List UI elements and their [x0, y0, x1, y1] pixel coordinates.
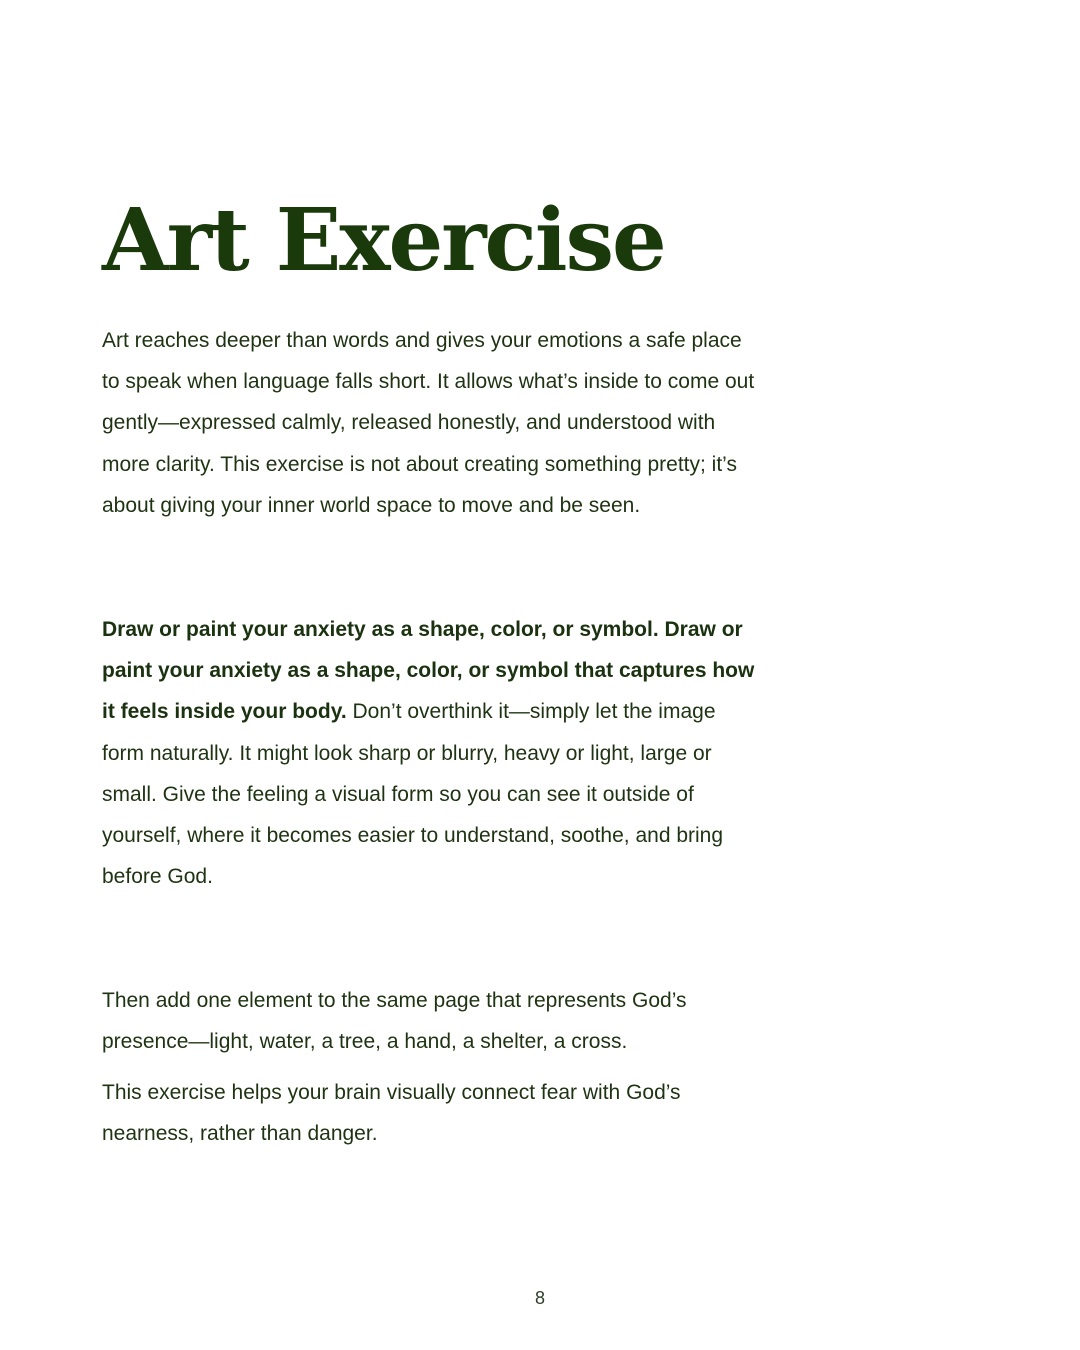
instruction-detail: Don’t overthink it—simply let the image form naturally. It might look sharp or blurry, heavy or light, large or small. Give the feeling a visual form so you can see it outside of yourself, where it becomes easier to understand, soothe, and bring before God. [102, 700, 724, 889]
intro-paragraph: Art reaches deeper than words and gives your emotions a safe place to speak when language falls short. It allows what’s inside to come out gently—expressed calmly, released honestly, and understood with more clarity. This exercise is not about creating something pretty; it’s about giving your inner world space to move and be seen. [102, 329, 755, 517]
next-step-paragraph: Then add one element to the same page that represents God’s presence—light, water, a tree, a hand, a shelter, a cross. [102, 989, 687, 1054]
instruction-emphasis: Draw or paint your anxiety as a shape, color, or symbol. Draw or paint your anxiety as a shape, color, or symbol that captures how it feels inside your body. [102, 618, 755, 724]
closing-paragraph: This exercise helps your brain visually connect fear with God’s nearness, rather than danger. [102, 1081, 681, 1146]
page-number: 8 [534, 1288, 545, 1308]
page-title: Art Exercise [102, 190, 665, 291]
instruction-paragraph [102, 609, 762, 897]
